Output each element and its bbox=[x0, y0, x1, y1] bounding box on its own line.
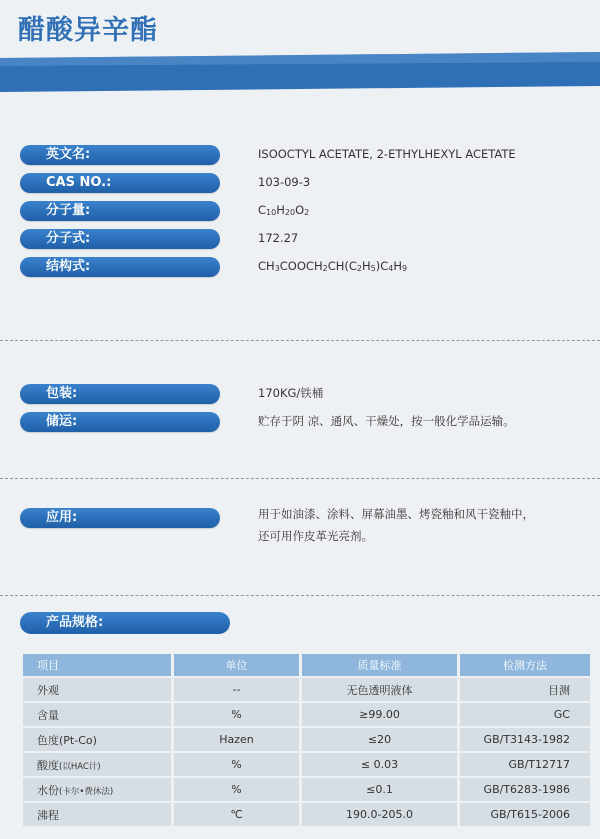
cell-standard: 190.0-205.0 bbox=[302, 803, 457, 826]
cell-item bbox=[23, 678, 171, 701]
item-name: 外观 bbox=[37, 683, 59, 697]
cell-unit: -- bbox=[174, 678, 299, 701]
header-standard: 质量标准 bbox=[302, 654, 457, 676]
table-row bbox=[23, 678, 590, 701]
cell-unit: % bbox=[174, 778, 299, 801]
label-molecular-formula: 分子式: bbox=[20, 229, 220, 249]
header-ribbon bbox=[0, 52, 600, 92]
cell-standard: 无色透明液体 bbox=[302, 678, 457, 701]
cell-item bbox=[23, 803, 171, 826]
value-molecular-weight: $C_{10}H_{20}O_2$ bbox=[258, 203, 310, 217]
value-english-name: ISOOCTYL ACETATE, 2-ETHYLHEXYL ACETATE bbox=[258, 147, 516, 161]
label-packaging: 包装: bbox=[20, 384, 220, 404]
value-molecular-formula: 172.27 bbox=[258, 231, 299, 245]
cell-method: 目测 bbox=[460, 678, 590, 701]
spec-header-row bbox=[23, 654, 590, 676]
header-unit: 单位 bbox=[174, 654, 299, 676]
item-note: (卡尔•费休法) bbox=[59, 786, 114, 797]
cell-method: GB/T615-2006 bbox=[460, 803, 590, 826]
divider-3 bbox=[0, 595, 600, 596]
cell-method: GC bbox=[460, 703, 590, 726]
page-title: 醋酸异辛酯 bbox=[18, 15, 158, 46]
cell-item bbox=[23, 703, 171, 726]
cell-unit: % bbox=[174, 703, 299, 726]
cell-unit: % bbox=[174, 753, 299, 776]
application-line-2: 还可用作皮革光亮剂。 bbox=[258, 529, 373, 543]
table-row bbox=[23, 753, 590, 776]
label-cas-no: CAS NO.: bbox=[20, 173, 220, 193]
value-cas-no: 103-09-3 bbox=[258, 175, 311, 189]
table-row bbox=[23, 778, 590, 801]
cell-item bbox=[23, 778, 171, 801]
item-name: 沸程 bbox=[37, 808, 59, 822]
cell-unit: ℃ bbox=[174, 803, 299, 826]
value-application bbox=[258, 503, 578, 547]
item-name: 色度(Pt-Co) bbox=[37, 733, 97, 747]
cell-standard: ≤0.1 bbox=[302, 778, 457, 801]
label-molecular-weight: 分子量: bbox=[20, 201, 220, 221]
divider-1 bbox=[0, 340, 600, 341]
table-row bbox=[23, 703, 590, 726]
cell-method: GB/T12717 bbox=[460, 753, 590, 776]
divider-2 bbox=[0, 478, 600, 479]
header-item: 项目 bbox=[23, 654, 171, 676]
label-storage-transport: 储运: bbox=[20, 412, 220, 432]
cell-item bbox=[23, 753, 171, 776]
value-packaging: 170KG/铁桶 bbox=[258, 386, 324, 400]
table-row bbox=[23, 728, 590, 751]
cell-method: GB/T3143-1982 bbox=[460, 728, 590, 751]
item-name: 水份 bbox=[37, 783, 59, 797]
cell-unit: Hazen bbox=[174, 728, 299, 751]
cell-standard: ≤20 bbox=[302, 728, 457, 751]
cell-method: GB/T6283-1986 bbox=[460, 778, 590, 801]
application-line-1: 用于如油漆、涂料、屏幕油墨、烤瓷釉和风干瓷釉中， bbox=[258, 507, 534, 521]
header-method: 检测方法 bbox=[460, 654, 590, 676]
label-application: 应用: bbox=[20, 508, 220, 528]
cell-standard: ≤ 0.03 bbox=[302, 753, 457, 776]
label-english-name: 英文名: bbox=[20, 145, 220, 165]
cell-standard: ≥99.00 bbox=[302, 703, 457, 726]
spec-heading: 产品规格: bbox=[20, 612, 230, 634]
item-name: 酸度 bbox=[37, 758, 59, 772]
item-name: 含量 bbox=[37, 708, 59, 722]
value-storage-transport: 贮存于阴 凉、通风、干燥处，按一般化学品运输。 bbox=[258, 414, 515, 428]
value-structural-formula: $CH_3COOCH_2CH(C_2H_5)C_4H_9$ bbox=[258, 259, 408, 273]
cell-item bbox=[23, 728, 171, 751]
table-row bbox=[23, 803, 590, 826]
label-structural-formula: 结构式: bbox=[20, 257, 220, 277]
item-note: (以HAC计) bbox=[59, 761, 101, 772]
spec-table bbox=[20, 652, 593, 828]
